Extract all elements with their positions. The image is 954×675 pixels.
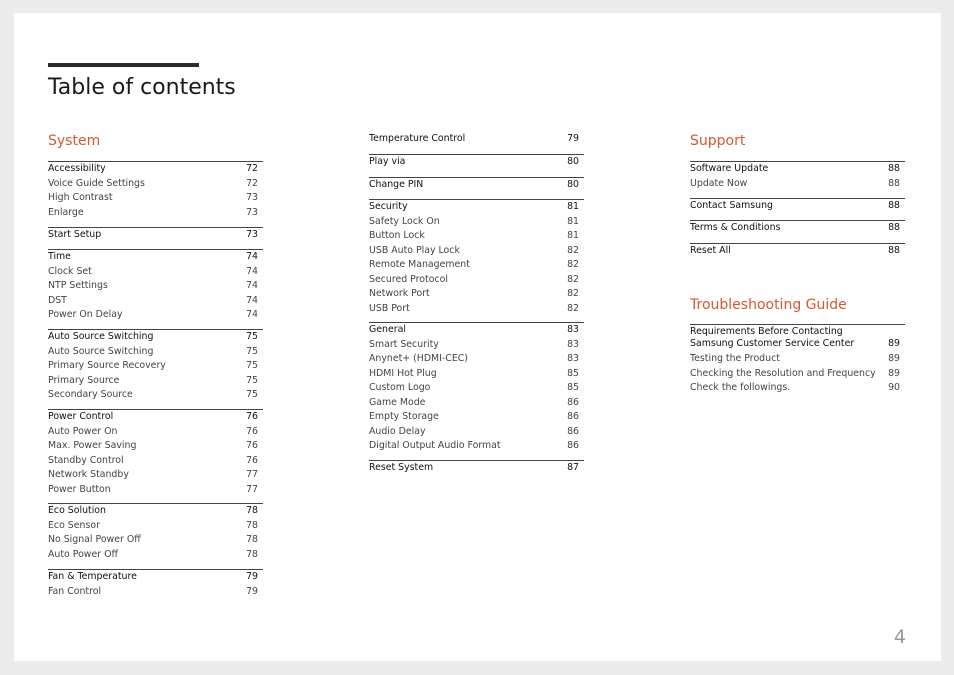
toc-entry-page-number: 83 — [567, 353, 579, 364]
toc-entry-page-number: 81 — [567, 215, 579, 227]
toc-entry-label: Eco Sensor — [48, 519, 100, 531]
toc-group — [369, 322, 584, 454]
page-title: Table of contents — [48, 75, 236, 100]
toc-entry-label: Update Now — [690, 177, 748, 189]
toc-entry-page-number: 81 — [567, 201, 579, 212]
toc-group — [48, 227, 263, 243]
toc-entry-label: Terms & Conditions — [690, 222, 781, 233]
toc-entry-page-number: 82 — [567, 302, 579, 314]
toc-entry-label: Fan Control — [48, 585, 102, 597]
toc-entry-page-number: 82 — [567, 273, 579, 285]
toc-entry-label: Contact Samsung — [690, 200, 774, 211]
toc-entry-page-number: 87 — [567, 462, 579, 473]
toc-group — [369, 177, 584, 193]
toc-entry-label: Power On Delay — [48, 309, 123, 320]
toc-entry-label: USB Auto Play Lock — [369, 244, 460, 256]
toc-entry[interactable] — [48, 308, 263, 323]
toc-heading-entry[interactable] — [690, 244, 905, 259]
toc-entry[interactable] — [48, 374, 263, 389]
toc-entry-page-number: 78 — [246, 519, 258, 531]
toc-entry-page-number: 86 — [567, 440, 579, 451]
toc-entry-label: Time — [48, 251, 71, 262]
toc-entry-label: Audio Delay — [369, 425, 426, 437]
toc-entry-label: Custom Logo — [369, 382, 431, 393]
toc-entry-label: Game Mode — [369, 396, 426, 408]
toc-entry[interactable] — [48, 191, 263, 206]
toc-entry-label: Temperature Control — [369, 133, 466, 144]
toc-entry-page-number: 85 — [567, 367, 579, 379]
toc-heading-entry[interactable] — [369, 132, 584, 147]
toc-heading-entry[interactable] — [48, 504, 263, 519]
toc-group — [369, 460, 584, 476]
toc-entry-page-number: 75 — [246, 345, 258, 357]
toc-entry-page-number: 78 — [246, 548, 258, 560]
toc-entry-page-number: 78 — [246, 534, 258, 545]
toc-entry-page-number: 77 — [246, 469, 258, 480]
toc-group — [690, 161, 905, 191]
toc-heading-entry[interactable] — [48, 228, 263, 243]
toc-entry[interactable] — [48, 533, 263, 548]
toc-entry-page-number: 72 — [246, 177, 258, 189]
toc-heading-entry[interactable] — [48, 250, 263, 265]
toc-heading-entry[interactable] — [369, 155, 584, 170]
toc-entry-label: Standby Control — [48, 454, 124, 466]
toc-heading-entry[interactable] — [369, 461, 584, 476]
toc-entry[interactable] — [369, 338, 584, 353]
toc-entry-page-number: 79 — [567, 133, 579, 144]
toc-entry-label: Auto Power On — [48, 425, 118, 437]
toc-entry[interactable] — [48, 548, 263, 563]
toc-entry[interactable] — [690, 367, 905, 382]
toc-entry-label: Max. Power Saving — [48, 440, 137, 451]
toc-entry[interactable] — [48, 345, 263, 360]
toc-heading-entry[interactable] — [369, 323, 584, 338]
toc-entry-page-number: 75 — [246, 374, 258, 386]
toc-entry-page-number: 75 — [246, 331, 258, 342]
toc-entry-page-number: 72 — [246, 163, 258, 174]
toc-entry[interactable] — [369, 258, 584, 273]
toc-entry-label: Anynet+ (HDMI-CEC) — [369, 353, 468, 364]
toc-group — [48, 329, 263, 403]
toc-entry[interactable] — [369, 367, 584, 382]
toc-heading-entry[interactable] — [690, 221, 905, 236]
toc-entry-label: Network Standby — [48, 469, 129, 480]
toc-entry-label: Primary Source — [48, 374, 120, 386]
toc-group — [369, 154, 584, 170]
toc-entry-page-number: 90 — [888, 382, 900, 393]
toc-entry[interactable] — [48, 468, 263, 483]
toc-entry-page-number: 78 — [246, 505, 258, 516]
toc-entry-page-number: 86 — [567, 396, 579, 408]
toc-entry-page-number: 80 — [567, 179, 579, 190]
toc-entry[interactable] — [48, 519, 263, 534]
toc-entry-label: Primary Source Recovery — [48, 360, 166, 371]
toc-entry-page-number: 89 — [888, 338, 900, 349]
toc-entry-label: Start Setup — [48, 229, 102, 240]
toc-entry-page-number: 88 — [888, 245, 900, 256]
toc-entry-page-number: 79 — [246, 585, 258, 597]
toc-entry-page-number: 81 — [567, 230, 579, 241]
toc-entry[interactable] — [369, 410, 584, 425]
toc-entry[interactable] — [369, 425, 584, 440]
toc-entry-label: Empty Storage — [369, 411, 439, 422]
toc-entry-label: NTP Settings — [48, 280, 108, 291]
toc-entry-page-number: 76 — [246, 440, 258, 451]
toc-entry-page-number: 74 — [246, 251, 258, 262]
toc-entry[interactable] — [369, 302, 584, 317]
toc-entry[interactable] — [48, 206, 263, 221]
toc-entry-page-number: 76 — [246, 454, 258, 466]
section-heading: Support — [690, 133, 746, 149]
toc-entry[interactable] — [369, 352, 584, 367]
toc-entry[interactable] — [369, 215, 584, 230]
toc-entry[interactable] — [369, 287, 584, 302]
toc-entry[interactable] — [369, 273, 584, 288]
toc-entry-page-number: 79 — [246, 571, 258, 582]
toc-heading-entry[interactable] — [48, 570, 263, 585]
toc-entry-label: Power Button — [48, 483, 111, 495]
toc-entry-label: Software Update — [690, 163, 769, 174]
toc-entry-page-number: 86 — [567, 411, 579, 422]
toc-entry-page-number: 88 — [888, 163, 900, 174]
toc-heading-entry[interactable] — [48, 162, 263, 177]
toc-entry[interactable] — [369, 244, 584, 259]
toc-entry[interactable] — [369, 396, 584, 411]
toc-group — [369, 132, 584, 147]
toc-group — [690, 220, 905, 236]
toc-entry[interactable] — [690, 352, 905, 367]
toc-entry[interactable] — [369, 229, 584, 244]
toc-entry[interactable] — [48, 483, 263, 498]
toc-entry[interactable] — [690, 381, 905, 396]
toc-entry-label: DST — [48, 294, 67, 306]
toc-entry-label: Fan & Temperature — [48, 571, 137, 582]
section-heading: Troubleshooting Guide — [690, 297, 847, 313]
toc-group — [690, 324, 905, 396]
toc-entry[interactable] — [48, 585, 263, 600]
toc-entry[interactable] — [369, 439, 584, 454]
toc-entry[interactable] — [48, 294, 263, 309]
toc-entry-label: General — [369, 324, 406, 335]
title-accent-bar — [48, 63, 199, 67]
toc-entry-label: Reset System — [369, 462, 434, 473]
toc-entry-page-number: 77 — [246, 483, 258, 495]
toc-group — [690, 243, 905, 259]
toc-entry-label: Auto Power Off — [48, 548, 118, 560]
toc-entry[interactable] — [48, 388, 263, 403]
toc-entry-label: Enlarge — [48, 206, 84, 218]
toc-entry[interactable] — [369, 381, 584, 396]
toc-entry-page-number: 73 — [246, 229, 258, 240]
toc-entry-label: Digital Output Audio Format — [369, 440, 501, 451]
toc-entry[interactable] — [48, 439, 263, 454]
toc-entry-page-number: 88 — [888, 177, 900, 189]
toc-entry[interactable] — [48, 279, 263, 294]
toc-entry-page-number: 86 — [567, 425, 579, 437]
toc-entry-label: Reset All — [690, 245, 731, 256]
toc-entry-label: Auto Source Switching — [48, 331, 154, 342]
toc-entry-page-number: 74 — [246, 280, 258, 291]
toc-entry-label: Secured Protocol — [369, 273, 448, 285]
toc-entry-page-number: 82 — [567, 244, 579, 256]
toc-heading-entry[interactable] — [48, 330, 263, 345]
toc-entry-label: Secondary Source — [48, 389, 133, 400]
toc-heading-entry[interactable] — [369, 178, 584, 193]
toc-heading-entry[interactable] — [690, 325, 905, 352]
toc-entry-label: Testing the Product — [690, 353, 780, 364]
toc-entry-page-number: 73 — [246, 206, 258, 218]
toc-entry[interactable] — [48, 265, 263, 280]
toc-entry-label: Play via — [369, 156, 406, 167]
toc-entry[interactable] — [690, 177, 905, 192]
toc-entry-page-number: 76 — [246, 411, 258, 422]
toc-entry-label: Requirements Before Contacting Samsung Customer Service Center — [690, 326, 855, 349]
toc-group — [48, 249, 263, 323]
toc-entry-label: Smart Security — [369, 338, 439, 350]
toc-group — [48, 503, 263, 562]
toc-entry-label: Remote Management — [369, 259, 470, 270]
toc-heading-entry[interactable] — [369, 200, 584, 215]
document-page — [14, 13, 941, 661]
toc-entry-label: HDMI Hot Plug — [369, 367, 437, 379]
toc-entry-page-number: 82 — [567, 288, 579, 299]
toc-entry-label: Accessibility — [48, 163, 106, 174]
toc-entry-page-number: 80 — [567, 156, 579, 167]
toc-entry-label: Change PIN — [369, 179, 424, 190]
toc-entry-label: Security — [369, 201, 408, 212]
toc-entry-label: Check the followings. — [690, 382, 791, 393]
toc-heading-entry[interactable] — [48, 410, 263, 425]
toc-entry-page-number: 89 — [888, 353, 900, 364]
toc-entry-page-number: 83 — [567, 324, 579, 335]
toc-heading-entry[interactable] — [690, 199, 905, 214]
toc-entry-page-number: 76 — [246, 425, 258, 437]
toc-heading-entry[interactable] — [690, 162, 905, 177]
toc-entry-label: Safety Lock On — [369, 215, 440, 227]
toc-entry-label: Eco Solution — [48, 505, 106, 516]
toc-group — [48, 569, 263, 599]
toc-entry-page-number: 89 — [888, 367, 900, 379]
toc-entry-label: Network Port — [369, 288, 430, 299]
toc-entry-label: Checking the Resolution and Frequency — [690, 367, 876, 379]
toc-group — [48, 161, 263, 220]
toc-entry-label: Auto Source Switching — [48, 345, 154, 357]
toc-group — [48, 409, 263, 497]
toc-group — [690, 198, 905, 214]
toc-entry-page-number: 88 — [888, 222, 900, 233]
toc-entry-label: High Contrast — [48, 192, 113, 203]
toc-entry[interactable] — [48, 425, 263, 440]
toc-entry-page-number: 73 — [246, 192, 258, 203]
toc-entry-label: No Signal Power Off — [48, 534, 141, 545]
toc-entry[interactable] — [48, 177, 263, 192]
toc-entry-page-number: 75 — [246, 389, 258, 400]
toc-entry-page-number: 82 — [567, 259, 579, 270]
page-number: 4 — [893, 626, 906, 648]
toc-entry-label: Clock Set — [48, 265, 92, 277]
toc-group — [369, 199, 584, 316]
toc-entry-label: Button Lock — [369, 230, 425, 241]
section-heading: System — [48, 133, 101, 149]
toc-entry-label: Voice Guide Settings — [48, 177, 145, 189]
toc-entry-page-number: 74 — [246, 309, 258, 320]
toc-entry-label: USB Port — [369, 302, 410, 314]
toc-entry-page-number: 88 — [888, 200, 900, 211]
toc-entry-label: Power Control — [48, 411, 114, 422]
toc-entry-page-number: 83 — [567, 338, 579, 350]
toc-entry-page-number: 74 — [246, 265, 258, 277]
toc-entry-page-number: 75 — [246, 360, 258, 371]
toc-entry[interactable] — [48, 359, 263, 374]
toc-entry-page-number: 74 — [246, 294, 258, 306]
toc-entry[interactable] — [48, 454, 263, 469]
toc-entry-page-number: 85 — [567, 382, 579, 393]
